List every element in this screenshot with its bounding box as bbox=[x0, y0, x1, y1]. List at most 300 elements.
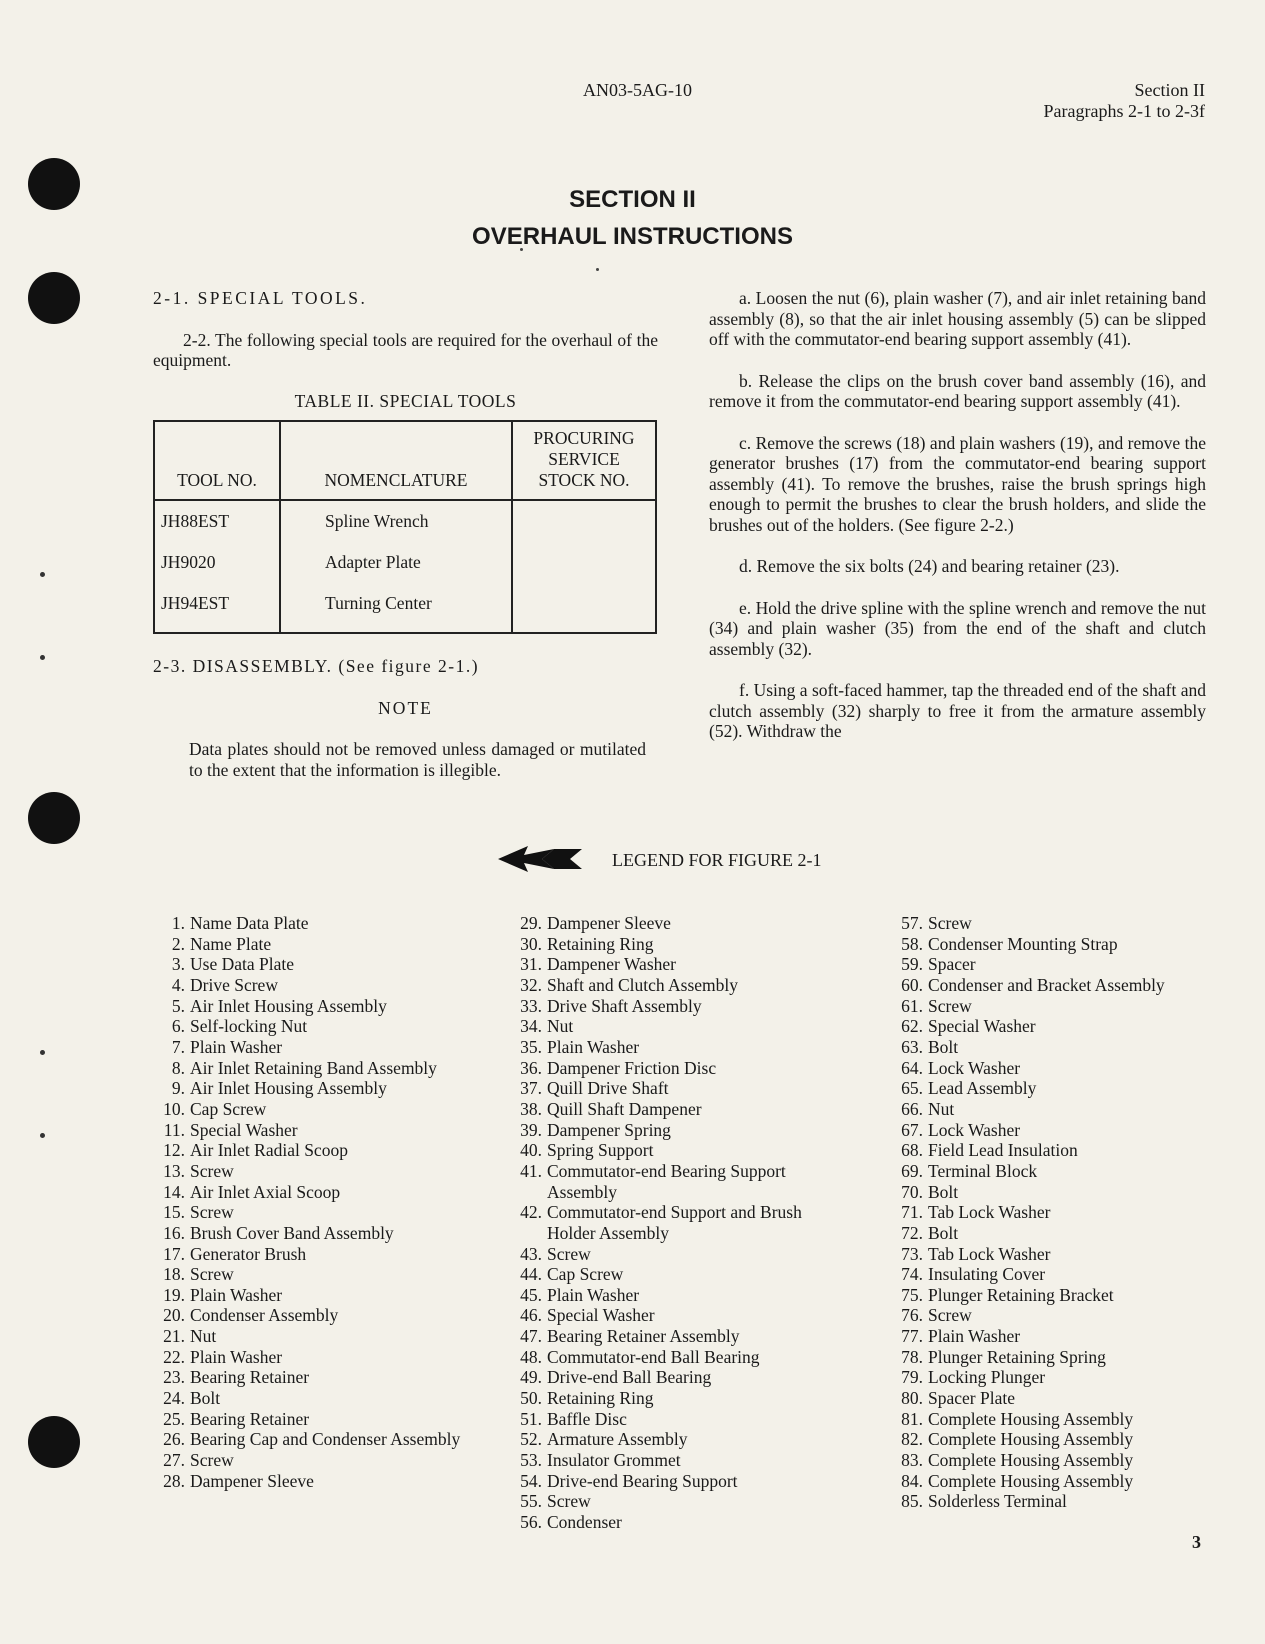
legend-item-number: 29. bbox=[520, 913, 542, 933]
legend-item bbox=[155, 1244, 485, 1265]
legend-item-text: Plain Washer bbox=[547, 1284, 640, 1305]
legend-item-number: 17. bbox=[163, 1243, 185, 1264]
legend-item-text: Retaining Ring bbox=[547, 933, 654, 954]
legend-item-number: 84. bbox=[901, 1470, 923, 1491]
legend-item bbox=[155, 934, 485, 955]
legend-item bbox=[512, 1078, 842, 1099]
legend-item-number: 80. bbox=[901, 1388, 923, 1409]
note-body: Data plates should not be removed unless damaged or mutilated to the extent that the information is illegible. bbox=[189, 739, 646, 780]
legend-item bbox=[893, 1285, 1193, 1306]
binder-hole bbox=[28, 792, 80, 844]
legend-item-text: Commutator-end Ball Bearing bbox=[547, 1346, 760, 1367]
legend-item-number: 19. bbox=[163, 1284, 185, 1305]
legend-item-number: 82. bbox=[901, 1429, 923, 1450]
legend-item-text: Baffle Disc bbox=[547, 1408, 627, 1429]
legend-item bbox=[893, 1140, 1193, 1161]
legend-item bbox=[155, 1120, 485, 1141]
legend-item-text: Use Data Plate bbox=[190, 954, 294, 975]
margin-mark bbox=[40, 1050, 45, 1055]
nomenclature: Spline Wrench bbox=[280, 500, 512, 542]
legend-item-text: Insulator Grommet bbox=[547, 1450, 681, 1471]
legend-item-text: Special Washer bbox=[190, 1119, 298, 1140]
legend-item bbox=[512, 1058, 842, 1079]
legend-item bbox=[893, 996, 1193, 1017]
legend-item-number: 70. bbox=[901, 1181, 923, 1202]
legend-item-text: Screw bbox=[190, 1160, 234, 1181]
legend-item-number: 79. bbox=[901, 1367, 923, 1388]
legend-item bbox=[512, 975, 842, 996]
legend-item-number: 62. bbox=[901, 1016, 923, 1037]
legend-item bbox=[155, 1037, 485, 1058]
legend-item-text: Spacer Plate bbox=[928, 1388, 1015, 1409]
legend-item bbox=[512, 1202, 842, 1243]
col-header-tool-no: TOOL NO. bbox=[154, 421, 280, 500]
table-row bbox=[154, 542, 656, 583]
legend-item-text: Brush Cover Band Assembly bbox=[190, 1222, 394, 1243]
legend-item-text: Dampener Friction Disc bbox=[547, 1057, 717, 1078]
legend-item-number: 72. bbox=[901, 1222, 923, 1243]
legend-item-text: Air Inlet Radial Scoop bbox=[190, 1140, 348, 1161]
legend-column-2 bbox=[512, 913, 842, 1533]
legend-item-text: Special Washer bbox=[547, 1305, 655, 1326]
legend-item-text: Solderless Terminal bbox=[928, 1491, 1067, 1512]
legend-item-text: Complete Housing Assembly bbox=[928, 1408, 1134, 1429]
legend-item bbox=[893, 1429, 1193, 1450]
legend-item bbox=[893, 1037, 1193, 1058]
legend-item-number: 21. bbox=[163, 1326, 185, 1347]
legend-item-text: Spring Support bbox=[547, 1140, 654, 1161]
legend-item-text: Plunger Retaining Bracket bbox=[928, 1284, 1114, 1305]
legend-item bbox=[512, 1120, 842, 1141]
legend-item-text: Tab Lock Washer bbox=[928, 1243, 1051, 1264]
legend-item bbox=[893, 1347, 1193, 1368]
legend-item-number: 85. bbox=[901, 1491, 923, 1512]
legend-item-number: 59. bbox=[901, 954, 923, 975]
legend-item-text: Self-locking Nut bbox=[190, 1016, 308, 1037]
legend-item-text: Drive-end Bearing Support bbox=[547, 1470, 738, 1491]
legend-item-text: Screw bbox=[190, 1450, 234, 1471]
legend-item-number: 23. bbox=[163, 1367, 185, 1388]
legend-item-number: 35. bbox=[520, 1036, 542, 1057]
legend-item-text: Bearing Retainer bbox=[190, 1408, 310, 1429]
tool-no: JH94EST bbox=[154, 583, 280, 633]
legend-item bbox=[893, 1078, 1193, 1099]
legend-item-text: Lock Washer bbox=[928, 1057, 1021, 1078]
legend-item bbox=[512, 1244, 842, 1265]
legend-item bbox=[893, 1244, 1193, 1265]
legend-item-text: Drive Screw bbox=[190, 974, 278, 995]
legend-item-number: 8. bbox=[171, 1057, 185, 1078]
legend-item bbox=[155, 1161, 485, 1182]
legend-item bbox=[512, 954, 842, 975]
legend-item-text: Name Data Plate bbox=[190, 913, 309, 933]
legend-item bbox=[893, 1388, 1193, 1409]
legend-item bbox=[155, 1099, 485, 1120]
legend-item-number: 45. bbox=[520, 1284, 542, 1305]
legend-item-text: Drive Shaft Assembly bbox=[547, 995, 702, 1016]
legend-item-number: 3. bbox=[171, 954, 185, 975]
legend-item-number: 61. bbox=[901, 995, 923, 1016]
step-f: f. Using a soft-faced hammer, tap the threaded end of the shaft and clutch assembly (32) sharply to free it from the armature assembly (52). Withdraw the bbox=[709, 680, 1206, 741]
legend-item-number: 40. bbox=[520, 1140, 542, 1161]
legend-item-number: 1. bbox=[171, 913, 185, 933]
legend-item-number: 57. bbox=[901, 913, 923, 933]
heading-disassembly: 2-3. DISASSEMBLY. (See figure 2-1.) bbox=[153, 656, 480, 676]
legend-item-text: Field Lead Insulation bbox=[928, 1140, 1078, 1161]
legend-item-number: 28. bbox=[163, 1470, 185, 1491]
legend-item-text: Plain Washer bbox=[190, 1036, 283, 1057]
legend-item bbox=[155, 913, 485, 934]
legend-item-text: Bolt bbox=[190, 1388, 221, 1409]
legend-item-text: Condenser and Bracket Assembly bbox=[928, 974, 1165, 995]
legend-item bbox=[893, 1367, 1193, 1388]
legend-item-text: Plain Washer bbox=[190, 1284, 283, 1305]
legend-item bbox=[512, 1140, 842, 1161]
legend-item-number: 5. bbox=[171, 995, 185, 1016]
legend-item bbox=[893, 913, 1193, 934]
nomenclature: Adapter Plate bbox=[280, 542, 512, 583]
legend-item bbox=[155, 1223, 485, 1244]
legend-item-text: Special Washer bbox=[928, 1016, 1036, 1037]
legend-item-text: Screw bbox=[190, 1264, 234, 1285]
legend-item-text: Screw bbox=[928, 1305, 972, 1326]
stock-no bbox=[512, 500, 656, 542]
legend-column-1 bbox=[155, 913, 485, 1491]
legend-item-number: 63. bbox=[901, 1036, 923, 1057]
legend-item bbox=[512, 1037, 842, 1058]
legend-item bbox=[155, 1326, 485, 1347]
legend-item-number: 50. bbox=[520, 1388, 542, 1409]
legend-item-text: Nut bbox=[190, 1326, 217, 1347]
legend-item-number: 54. bbox=[520, 1470, 542, 1491]
legend-item bbox=[155, 1016, 485, 1037]
legend-item bbox=[893, 1223, 1193, 1244]
legend-item bbox=[512, 934, 842, 955]
legend-item-number: 26. bbox=[163, 1429, 185, 1450]
legend-item-number: 42. bbox=[520, 1202, 542, 1223]
legend-item-text: Bearing Cap and Condenser Assembly bbox=[190, 1429, 461, 1450]
section-ref: Section II bbox=[1134, 80, 1205, 100]
legend-item-text: Complete Housing Assembly bbox=[928, 1470, 1134, 1491]
step-b: b. Release the clips on the brush cover band assembly (16), and remove it from the commutator-end bearing support assembly (41). bbox=[709, 370, 1206, 411]
legend-item-number: 68. bbox=[901, 1140, 923, 1161]
right-column bbox=[709, 288, 1206, 742]
legend-item bbox=[155, 1409, 485, 1430]
legend-item-text: Armature Assembly bbox=[547, 1429, 688, 1450]
legend-item-text: Complete Housing Assembly bbox=[928, 1450, 1134, 1471]
legend-item bbox=[155, 1347, 485, 1368]
legend-item bbox=[512, 1491, 842, 1512]
legend-item-number: 60. bbox=[901, 974, 923, 995]
legend-item bbox=[893, 954, 1193, 975]
legend-item bbox=[155, 1285, 485, 1306]
legend-item-text: Screw bbox=[547, 1491, 591, 1512]
legend-item-number: 51. bbox=[520, 1408, 542, 1429]
legend-item bbox=[512, 1099, 842, 1120]
legend-item-number: 49. bbox=[520, 1367, 542, 1388]
legend-item-text: Bolt bbox=[928, 1036, 959, 1057]
legend-item bbox=[893, 1202, 1193, 1223]
legend-item-number: 73. bbox=[901, 1243, 923, 1264]
legend-item-number: 13. bbox=[163, 1160, 185, 1181]
legend-item bbox=[512, 1305, 842, 1326]
legend-item bbox=[155, 1367, 485, 1388]
legend-item-number: 69. bbox=[901, 1160, 923, 1181]
left-column bbox=[153, 288, 658, 780]
nomenclature: Turning Center bbox=[280, 583, 512, 633]
margin-mark bbox=[40, 655, 45, 660]
legend-item-text: Plain Washer bbox=[190, 1346, 283, 1367]
legend-item-number: 27. bbox=[163, 1450, 185, 1471]
legend-item-text: Locking Plunger bbox=[928, 1367, 1046, 1388]
legend-item-number: 47. bbox=[520, 1326, 542, 1347]
legend-item bbox=[512, 1450, 842, 1471]
legend-item-number: 14. bbox=[163, 1181, 185, 1202]
legend-item bbox=[893, 1409, 1193, 1430]
legend-column-3 bbox=[893, 913, 1193, 1512]
legend-item bbox=[155, 1471, 485, 1492]
legend-item bbox=[512, 1429, 842, 1450]
legend-item-text: Screw bbox=[547, 1243, 591, 1264]
legend-item-text: Lead Assembly bbox=[928, 1078, 1037, 1099]
step-e: e. Hold the drive spline with the spline wrench and remove the nut (34) and plain washer (35) from the end of the shaft and clutch assembly (32). bbox=[709, 597, 1206, 659]
legend-item-text: Dampener Sleeve bbox=[547, 913, 671, 933]
left-arrow-icon bbox=[498, 843, 582, 875]
paragraph-2-2: 2-2. The following special tools are required for the overhaul of the equipment. bbox=[153, 329, 658, 370]
legend-item bbox=[512, 1285, 842, 1306]
legend-item-number: 37. bbox=[520, 1078, 542, 1099]
legend-item-number: 22. bbox=[163, 1346, 185, 1367]
legend-item-text: Commutator-end Support and Brush Holder Assembly bbox=[547, 1202, 802, 1243]
legend-item-text: Generator Brush bbox=[190, 1243, 307, 1264]
legend-item-number: 32. bbox=[520, 974, 542, 995]
stock-no bbox=[512, 583, 656, 633]
legend-item-number: 20. bbox=[163, 1305, 185, 1326]
speck bbox=[596, 268, 599, 271]
legend-item-text: Quill Drive Shaft bbox=[547, 1078, 669, 1099]
legend-item-text: Plunger Retaining Spring bbox=[928, 1346, 1106, 1367]
legend-item bbox=[512, 1471, 842, 1492]
legend-item-text: Condenser Mounting Strap bbox=[928, 933, 1118, 954]
legend-item-number: 75. bbox=[901, 1284, 923, 1305]
legend-item bbox=[512, 1388, 842, 1409]
legend-item-text: Dampener Spring bbox=[547, 1119, 671, 1140]
legend-item-text: Air Inlet Housing Assembly bbox=[190, 995, 387, 1016]
legend-item bbox=[512, 1367, 842, 1388]
legend-item-number: 24. bbox=[163, 1388, 185, 1409]
section-title: SECTION II bbox=[569, 186, 696, 213]
legend-item-text: Cap Screw bbox=[190, 1098, 267, 1119]
legend-item bbox=[155, 1058, 485, 1079]
heading-special-tools: 2-1. SPECIAL TOOLS. bbox=[153, 288, 368, 308]
legend-item-number: 18. bbox=[163, 1264, 185, 1285]
legend-item-number: 66. bbox=[901, 1098, 923, 1119]
legend-item-text: Retaining Ring bbox=[547, 1388, 654, 1409]
legend-item-number: 38. bbox=[520, 1098, 542, 1119]
section-reference bbox=[1044, 80, 1205, 122]
legend-item-number: 36. bbox=[520, 1057, 542, 1078]
legend-item-number: 9. bbox=[171, 1078, 185, 1099]
legend-item-text: Cap Screw bbox=[547, 1264, 624, 1285]
legend-item-number: 16. bbox=[163, 1222, 185, 1243]
legend-item bbox=[893, 1305, 1193, 1326]
legend-item-text: Condenser bbox=[547, 1512, 622, 1533]
table-row bbox=[154, 500, 656, 542]
legend-item bbox=[155, 1202, 485, 1223]
margin-mark bbox=[40, 1133, 45, 1138]
legend-item-text: Insulating Cover bbox=[928, 1264, 1046, 1285]
legend-item-text: Air Inlet Retaining Band Assembly bbox=[190, 1057, 437, 1078]
legend-item bbox=[155, 1388, 485, 1409]
tool-no: JH9020 bbox=[154, 542, 280, 583]
legend-item-number: 77. bbox=[901, 1326, 923, 1347]
col-header-nomenclature: NOMENCLATURE bbox=[280, 421, 512, 500]
legend-item bbox=[512, 996, 842, 1017]
legend-title: LEGEND FOR FIGURE 2-1 bbox=[612, 850, 822, 870]
legend-item bbox=[893, 1099, 1193, 1120]
legend-item-number: 39. bbox=[520, 1119, 542, 1140]
table-title: TABLE II. SPECIAL TOOLS bbox=[294, 390, 517, 411]
legend-item-number: 56. bbox=[520, 1512, 542, 1533]
legend-item-number: 46. bbox=[520, 1305, 542, 1326]
legend-item-text: Quill Shaft Dampener bbox=[547, 1098, 702, 1119]
legend-item bbox=[893, 1182, 1193, 1203]
legend-item-number: 34. bbox=[520, 1016, 542, 1037]
legend-item-text: Bearing Retainer bbox=[190, 1367, 310, 1388]
legend-item-text: Bearing Retainer Assembly bbox=[547, 1326, 740, 1347]
legend-item bbox=[155, 1450, 485, 1471]
legend-item-number: 52. bbox=[520, 1429, 542, 1450]
legend-item-text: Screw bbox=[928, 995, 972, 1016]
legend-item-number: 74. bbox=[901, 1264, 923, 1285]
legend-item-text: Condenser Assembly bbox=[190, 1305, 339, 1326]
legend-item-text: Terminal Block bbox=[928, 1160, 1038, 1181]
stock-no bbox=[512, 542, 656, 583]
legend-item-text: Plain Washer bbox=[547, 1036, 640, 1057]
legend-item bbox=[893, 1120, 1193, 1141]
legend-item-text: Dampener Sleeve bbox=[190, 1470, 314, 1491]
legend-item bbox=[155, 954, 485, 975]
legend-item-text: Screw bbox=[190, 1202, 234, 1223]
legend-item-text: Nut bbox=[928, 1098, 955, 1119]
col-header-stock-no: PROCURING SERVICE STOCK NO. bbox=[512, 421, 656, 500]
legend-item-text: Screw bbox=[928, 913, 972, 933]
legend-item-number: 64. bbox=[901, 1057, 923, 1078]
legend-item bbox=[893, 1058, 1193, 1079]
legend-item bbox=[512, 1326, 842, 1347]
legend-item-number: 12. bbox=[163, 1140, 185, 1161]
legend-item-text: Bolt bbox=[928, 1222, 959, 1243]
legend-item bbox=[512, 1016, 842, 1037]
legend-item-text: Spacer bbox=[928, 954, 976, 975]
legend-item-number: 25. bbox=[163, 1408, 185, 1429]
section-subtitle: OVERHAUL INSTRUCTIONS bbox=[472, 223, 793, 250]
legend-item-number: 30. bbox=[520, 933, 542, 954]
note-title: NOTE bbox=[378, 697, 433, 718]
margin-mark bbox=[40, 572, 45, 577]
legend-item bbox=[155, 1264, 485, 1285]
legend-item bbox=[155, 1429, 485, 1450]
legend-item-text: Commutator-end Bearing Support Assembly bbox=[547, 1160, 786, 1202]
legend-item-number: 6. bbox=[171, 1016, 185, 1037]
legend-item-text: Complete Housing Assembly bbox=[928, 1429, 1134, 1450]
legend-item-number: 2. bbox=[171, 933, 185, 954]
legend-item bbox=[155, 1078, 485, 1099]
legend-item bbox=[512, 1512, 842, 1533]
legend-item-text: Lock Washer bbox=[928, 1119, 1021, 1140]
legend-item-text: Tab Lock Washer bbox=[928, 1202, 1051, 1223]
tool-no: JH88EST bbox=[154, 500, 280, 542]
step-d: d. Remove the six bolts (24) and bearing retainer (23). bbox=[739, 556, 1120, 576]
legend-item-number: 7. bbox=[171, 1036, 185, 1057]
legend-item bbox=[893, 1264, 1193, 1285]
legend-item bbox=[512, 1161, 842, 1202]
legend-item-number: 55. bbox=[520, 1491, 542, 1512]
legend-item-number: 48. bbox=[520, 1346, 542, 1367]
legend-item-number: 11. bbox=[163, 1119, 185, 1140]
paragraph-ref: Paragraphs 2-1 to 2-3f bbox=[1043, 101, 1205, 121]
step-c: c. Remove the screws (18) and plain washers (19), and remove the generator brushes (17) from the commutator-end bearing support assembly (41). To remove the brushes, raise the brush springs high enough to permit the brushes to clear the brush holders, and slide the brushes out of the holders. (See figure 2-2.) bbox=[709, 432, 1206, 535]
legend-item-number: 83. bbox=[901, 1450, 923, 1471]
legend-item bbox=[155, 1182, 485, 1203]
legend-item bbox=[893, 1471, 1193, 1492]
legend-item bbox=[512, 1264, 842, 1285]
legend-item-number: 71. bbox=[901, 1202, 923, 1223]
legend-item bbox=[512, 1409, 842, 1430]
legend-item-number: 15. bbox=[163, 1202, 185, 1223]
legend-item-number: 78. bbox=[901, 1346, 923, 1367]
legend-item-number: 4. bbox=[171, 974, 185, 995]
legend-item-number: 53. bbox=[520, 1450, 542, 1471]
legend-item bbox=[155, 1140, 485, 1161]
legend-item-text: Dampener Washer bbox=[547, 954, 676, 975]
legend-item bbox=[893, 934, 1193, 955]
legend-item bbox=[893, 1161, 1193, 1182]
legend-item bbox=[893, 1491, 1193, 1512]
legend-item-text: Bolt bbox=[928, 1181, 959, 1202]
legend-item bbox=[893, 1016, 1193, 1037]
legend-item bbox=[155, 1305, 485, 1326]
legend-item-number: 58. bbox=[901, 933, 923, 954]
legend-item bbox=[512, 1347, 842, 1368]
legend-item bbox=[893, 1326, 1193, 1347]
special-tools-table bbox=[153, 420, 657, 634]
legend-item-text: Name Plate bbox=[190, 933, 272, 954]
legend-item-text: Air Inlet Axial Scoop bbox=[190, 1181, 341, 1202]
legend-item-text: Shaft and Clutch Assembly bbox=[547, 974, 739, 995]
legend-item bbox=[893, 975, 1193, 996]
legend-item-number: 67. bbox=[901, 1119, 923, 1140]
binder-hole bbox=[28, 1416, 80, 1468]
legend-item-text: Air Inlet Housing Assembly bbox=[190, 1078, 387, 1099]
legend-item bbox=[893, 1450, 1193, 1471]
page-number: 3 bbox=[1192, 1532, 1201, 1552]
legend-item-text: Drive-end Ball Bearing bbox=[547, 1367, 712, 1388]
legend-item-number: 31. bbox=[520, 954, 542, 975]
legend-item-number: 43. bbox=[520, 1243, 542, 1264]
legend-item-number: 44. bbox=[520, 1264, 542, 1285]
table-row bbox=[154, 583, 656, 633]
legend-item-text: Nut bbox=[547, 1016, 574, 1037]
binder-hole bbox=[28, 272, 80, 324]
legend-item-text: Plain Washer bbox=[928, 1326, 1021, 1347]
legend-item bbox=[155, 975, 485, 996]
step-a: a. Loosen the nut (6), plain washer (7), and air inlet retaining band assembly (8), so that the air inlet housing assembly (5) can be slipped off with the commutator-end bearing support assembly (41). bbox=[709, 288, 1206, 349]
legend-item-number: 65. bbox=[901, 1078, 923, 1099]
legend-item-number: 41. bbox=[520, 1160, 542, 1181]
legend-item bbox=[512, 913, 842, 934]
doc-number: AN03-5AG-10 bbox=[583, 80, 692, 100]
